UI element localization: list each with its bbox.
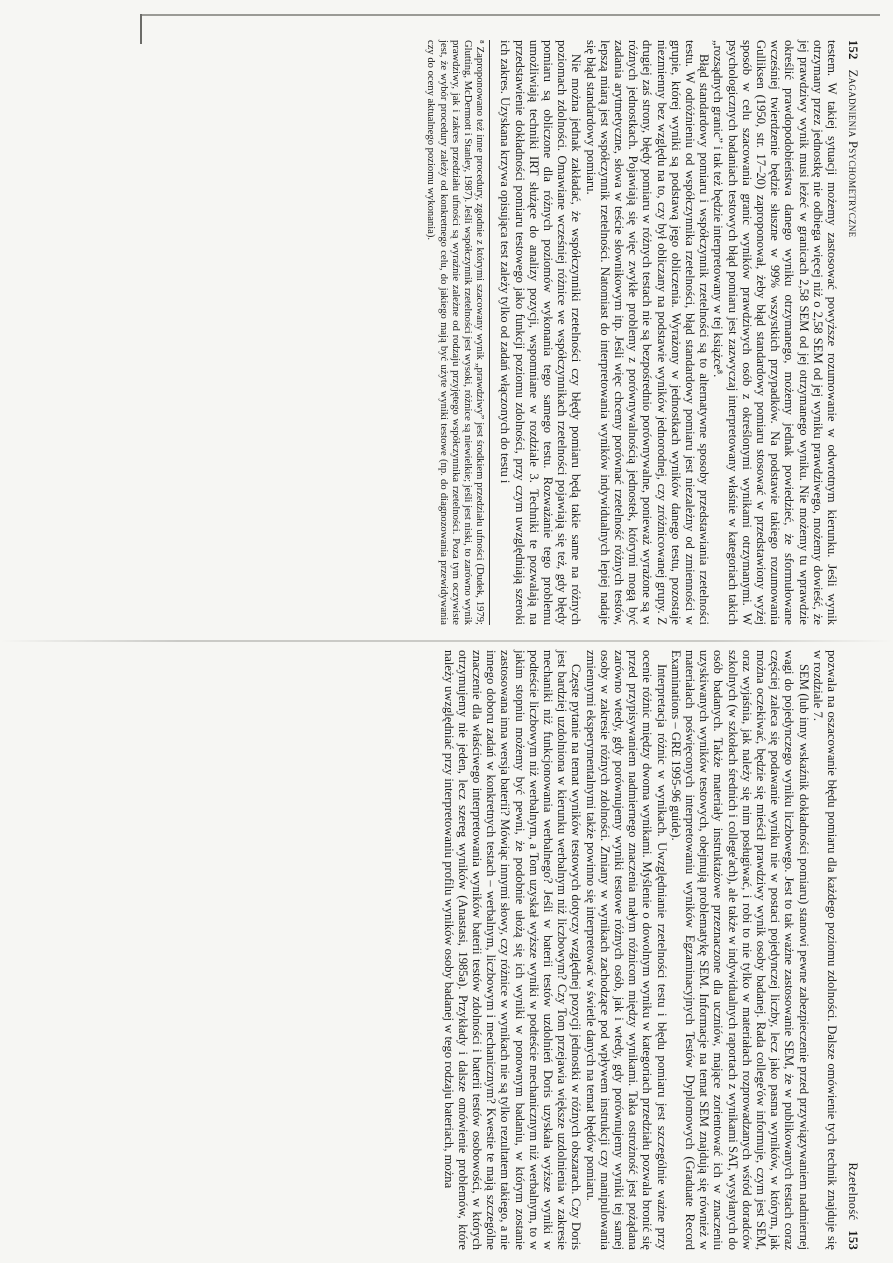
page-gutter [0, 640, 893, 642]
right-paragraph-4: Częste pytanie na temat wyników testowych dotyczy względnej pozycji jednostki w różnych obszarach. Czy Doris jest bardziej uzdolniona w kierunku werbalnym niż liczbowym? Czy Tom przejawia większe uzdolnienia w zakresie mechaniki niż funkcjonowania werbalnego? Jeśli w baterii testów uzdolnień Doris uzyskała wyższe wyniki w podteście liczbowym niż werbalnym, a Tom uzyskał wyższe wyniki w podteście mechanicznym niż werbalnym, to w jakim stopniu możemy być pewni, że podobnie ułożą się ich wyniki w ponownym badaniu, w którym zostanie zastosowana inna wersja baterii? Mówiąc innymi słowy, czy różnice w wynikach nie są tylko rezultatem takiego, a nie innego doboru zadań w konkretnych testach – werbalnym, liczbowym i mechanicznym? Kwestie te mają szczególne znaczenie dla właściwego interpretowania wyników baterii testów zdolności i baterii testów osobowości, w których otrzymujemy nie jeden, lecz szereg wyników (Anastasi, 1985a). Przykłady i dalsze omówienie problemów, które należy uwzględniać przy interpretowaniu profilu wyników osoby badanej w tego rodzaju bateriach, można [441, 650, 584, 1250]
right-page-header [845, 650, 860, 1250]
left-paragraph-1: testem. W takiej sytuacji możemy zastosować powyższe rozumowanie w odwrotnym kierunku. Jeśli wynik otrzymany przez jednostkę nie odbiega więcej niż o 2,58 SEM od jej wyniku prawdziwego, możemy dowieść, że jej prawdziwy wynik musi leżeć w granicach 2,58 SEM od jej otrzymanego wyniku. Nie możemy tu wprawdzie określić prawdopodobieństwa danego wyniku otrzymanego, możemy jednak powiedzieć, że sformułowane wcześniej twierdzenie będzie słuszne w 99% wszystkich przypadków. Na podstawie takiego rozumowania Gulliksen (1950, str. 17–20) zaproponował, żeby błąd standardowy pomiaru stosować w przedstawiony wyżej sposób w celu szacowania granic wyników prawdziwych osób z określonymi wynikami otrzymanymi. W psychologicznych badaniach testowych błąd pomiaru jest zazwyczaj interpretowany właśnie w kategoriach takich „rozsądnych granic” i tak też będzie interpretowany w tej książce⁸. [711, 40, 839, 625]
right-page-number: 153 [846, 1230, 860, 1250]
left-paragraph-2: Błąd standardowy pomiaru i współczynnik rzetelności są to alternatywne sposoby przedstawiania rzetelności testu. W odróżnieniu od współczynnika rzetelności, błąd standardowy pomiaru jest niezależny od zmienności w grupie, której wyniki są podstawą jego obliczenia. Wyrażony w jednostkach wyników danego testu, pozostaje niezmienny bez względu na to, czy był obliczany na podstawie wyników jednorodnej, czy zróżnicowanej grupy. Z drugiej zaś strony, błędy pomiaru w różnych testach nie są bezpośrednio porównywalne, ponieważ wyrażone są w różnych jednostkach. Pojawiają się więc zwykłe problemy z porównywalnością jednostek, którymi mogą być zadania arytmetyczne, słowa w teście słownikowym itp. Jeśli więc chcemy porównać rzetelność różnych testów, lepszą miarą jest współczynnik rzetelności. Natomiast do interpretowania wyników indywidualnych lepiej nadaje się błąd standardowy pomiaru. [583, 40, 712, 625]
right-running-head: Rzetelność [846, 1162, 860, 1221]
right-paragraph-1: pozwala na oszacowanie błędu pomiaru dla każdego poziomu zdolności. Dalsze omówienie tych technik znajduje się w rozdziale 7. [810, 650, 839, 1250]
right-paragraph-2: SEM (lub inny wskaźnik dokładności pomiaru) stanowi pewne zabezpieczenie przed przywiązywaniem nadmiernej wagi do pojedynczego wyniku liczbowego. Jest to tak ważne zastosowanie SEM, że w publikowanych testach coraz częściej zaleca się podawanie wyniku nie w postaci pojedynczej liczby, lecz jako pasma wyników, w którym, jak można oczekiwać, będzie się mieścił prawdziwy wynik osoby badanej. Rada college'ów informuje, czym jest SEM, oraz wyjaśnia, jak należy się nim posługiwać, i robi to nie tylko w materiałach rozprowadzanych wśród doradców szkolnych (w szkołach średnich i college'ach), ale także w indywidualnych raportach z wynikami SAT, wysyłanych do osób badanych. Także materiały instruktażowe przeznaczone dla uczniów, mające zorientować ich w znaczeniu uzyskiwanych wyników testowych, obejmują problematykę SEM. Informacje na temat SEM znajdują się również w materiałach poświęconych interpretowaniu wyników Egzaminacyjnych Testów Dyplomowych (Graduate Record Examinations – GRE 1995-96 guide). [668, 650, 811, 1250]
left-paragraph-3: Nie można jednak zakładać, że współczynniki rzetelności czy błędy pomiaru będą takie same na różnych poziomach zdolności. Omawiane wcześniej różnice we współczynnikach rzetelności pojawiają się też, gdy błędy pomiaru są obliczone dla różnych poziomów wykonania tego samego testu. Rozważanie tego problemu umożliwiają techniki IRT służące do analizy pozycji, wspomniane w rozdziale 3. Techniki te pozwalają na przedstawienie dokładności pomiaru testowego jako funkcji poziomu zdolności, przy czym uwzględniają szeroki ich zakres. Uzyskana krzywa opisująca test zależy tylko od zadań włączonych do testu i [498, 40, 584, 625]
right-page [170, 650, 860, 1250]
right-paragraph-3: Interpretacja różnic w wynikach. Uwzględnianie rzetelności testu i błędu pomiaru jest szczególnie ważne przy ocenie różnic między dwoma wynikami. Myślenie o dowolnym wyniku w kategoriach przedziału pozwala bronić się przed przypisywaniem nadmiernego znaczenia małym różnicom między wynikami. Taka ostrożność jest pożądana zarówno wtedy, gdy porównujemy wyniki testowe różnych osób, jak i wtedy, gdy porównujemy wyniki tej samej osoby w zakresie różnych zdolności. Zmiany w wynikach zachodzące pod wpływem instrukcji czy manipulowania zmiennymi eksperymentalnymi także powinno się interpretować w świetle danych na temat błędów pomiaru. [583, 650, 669, 1250]
left-footnote: ⁸ Zaproponowano też inne procedury, zgodnie z którymi szacowany wynik „prawdziwy” jest środkiem przedziału ufności (Dudek, 1979; Glutting, McDermott i Stanley, 1987). Jeśli współczynnik rzetelności jest wysoki, różnice są niewielkie; jeśli jest niski, to zarówno wynik prawdziwy, jak i zakres przedziału ufności są wyraźnie zależne od rodzaju przyjętego współczynnika rzetelności. Poza tym oczywiste jest, że wybór procedury zależy od konkretnego celu, do jakiego mają być użyte wyniki testowe (np. do diagnozowania przewidywania czy do oceny aktualnego poziomu wykonania). [424, 40, 490, 625]
left-running-head: Zagadnienia Psychometryczne [846, 69, 860, 238]
scan-border-top [140, 14, 880, 16]
left-page-header [845, 40, 860, 625]
left-page [170, 40, 860, 625]
left-page-number: 152 [846, 40, 860, 60]
scan-border-left [140, 14, 142, 44]
